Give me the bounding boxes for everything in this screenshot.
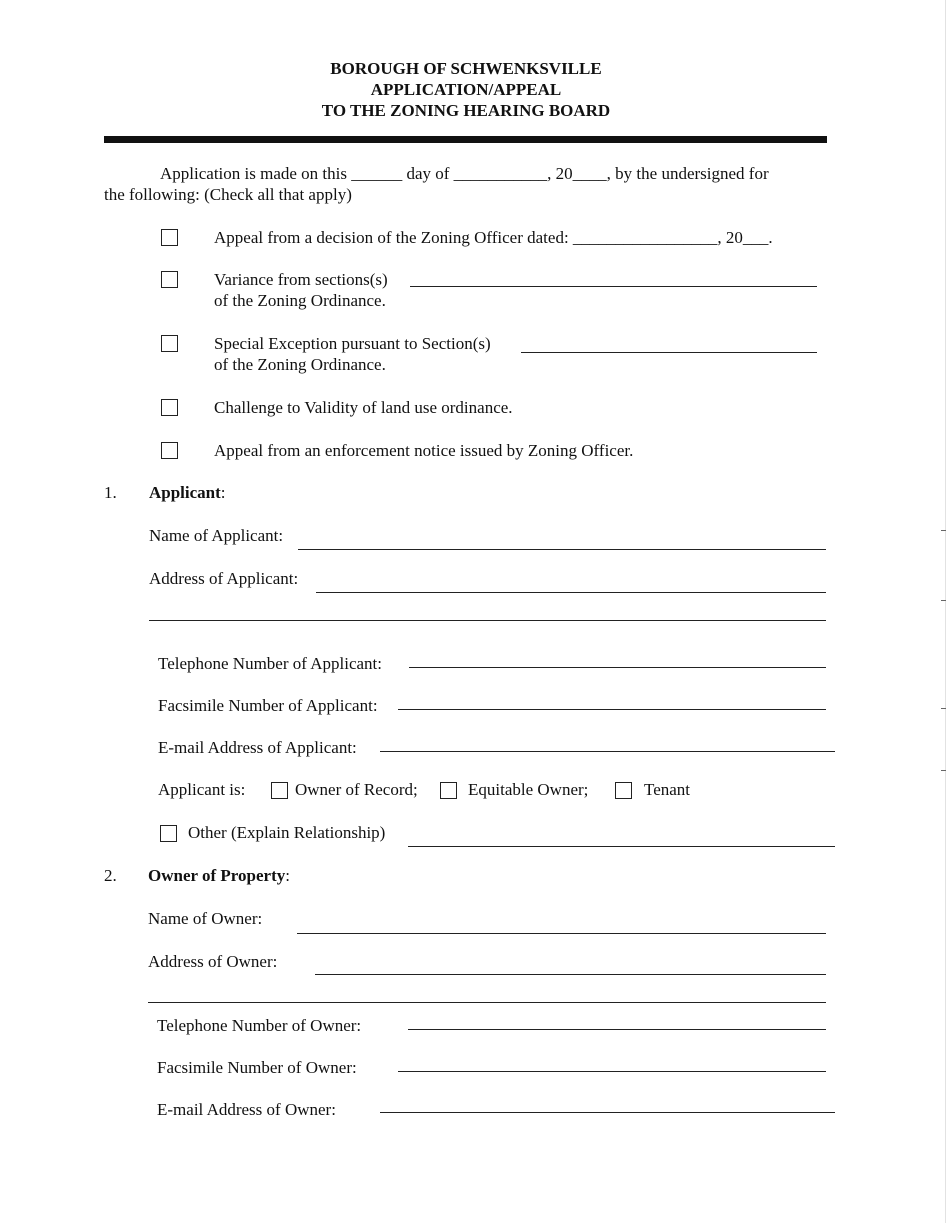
section-2-colon: : <box>285 866 290 885</box>
other-relationship-label: Other (Explain Relationship) <box>188 823 386 842</box>
section-1-heading <box>149 483 226 503</box>
applicant-name-field[interactable] <box>298 549 826 550</box>
applicant-email-field[interactable] <box>380 751 835 752</box>
variance-label: Variance from sections(s) <box>214 270 388 289</box>
applicant-phone-field[interactable] <box>409 667 826 668</box>
enforcement-appeal-label: Appeal from an enforcement notice issued by Zoning Officer. <box>214 441 634 460</box>
section-2-heading <box>148 866 290 886</box>
special-exception-sublabel: of the Zoning Ordinance. <box>214 355 386 374</box>
applicant-name-label: Name of Applicant: <box>149 526 284 545</box>
applicant-address-label: Address of Applicant: <box>149 569 299 588</box>
applicant-email-label: E-mail Address of Applicant: <box>158 738 357 757</box>
applicant-address-field-2[interactable] <box>149 620 826 621</box>
owner-email-field[interactable] <box>380 1112 835 1113</box>
section-2-number: 2. <box>104 866 117 885</box>
applicant-fax-field[interactable] <box>398 709 826 710</box>
tenant-checkbox[interactable] <box>615 782 632 799</box>
other-relationship-field[interactable] <box>408 846 835 847</box>
applicant-address-field[interactable] <box>316 592 826 593</box>
section-2-title: Owner of Property <box>148 866 286 885</box>
header-divider <box>104 136 827 143</box>
owner-address-label: Address of Owner: <box>148 952 278 971</box>
owner-name-label: Name of Owner: <box>148 909 263 928</box>
variance-sections-field[interactable] <box>410 286 817 287</box>
challenge-validity-label: Challenge to Validity of land use ordinance. <box>214 398 513 417</box>
owner-email-label: E-mail Address of Owner: <box>157 1100 336 1119</box>
variance-sublabel: of the Zoning Ordinance. <box>214 291 386 310</box>
applicant-is-label: Applicant is: <box>158 780 246 799</box>
other-relationship-checkbox[interactable] <box>160 825 177 842</box>
appeal-zoning-officer-checkbox[interactable] <box>161 229 178 246</box>
section-1-title: Applicant <box>149 483 221 502</box>
owner-phone-field[interactable] <box>408 1029 826 1030</box>
scan-tick <box>941 530 946 531</box>
challenge-validity-checkbox[interactable] <box>161 399 178 416</box>
scan-edge <box>945 0 946 1223</box>
form-title: APPLICATION/APPEAL <box>370 80 562 99</box>
applicant-fax-label: Facsimile Number of Applicant: <box>158 696 378 715</box>
tenant-label: Tenant <box>644 780 691 799</box>
section-1-number: 1. <box>104 483 117 502</box>
special-exception-sections-field[interactable] <box>521 352 817 353</box>
form-subtitle: TO THE ZONING HEARING BOARD <box>321 101 611 120</box>
special-exception-label: Special Exception pursuant to Section(s) <box>214 334 491 353</box>
enforcement-appeal-checkbox[interactable] <box>161 442 178 459</box>
owner-fax-label: Facsimile Number of Owner: <box>157 1058 357 1077</box>
appeal-zoning-officer-label: Appeal from a decision of the Zoning Officer dated: _________________, 20___. <box>214 228 773 247</box>
owner-address-field[interactable] <box>315 974 826 975</box>
intro-line-1: Application is made on this ______ day of ___________, 20____, by the undersigned for <box>160 164 769 183</box>
borough-title: BOROUGH OF SCHWENKSVILLE <box>330 59 602 78</box>
applicant-phone-label: Telephone Number of Applicant: <box>158 654 382 673</box>
owner-fax-field[interactable] <box>398 1071 826 1072</box>
owner-phone-label: Telephone Number of Owner: <box>157 1016 362 1035</box>
special-exception-checkbox[interactable] <box>161 335 178 352</box>
equitable-owner-checkbox[interactable] <box>440 782 457 799</box>
section-1-colon: : <box>220 483 226 502</box>
scan-tick <box>941 770 946 771</box>
owner-of-record-label: Owner of Record; <box>295 780 418 799</box>
owner-of-record-checkbox[interactable] <box>271 782 288 799</box>
intro-line-2: the following: (Check all that apply) <box>104 185 352 204</box>
equitable-owner-label: Equitable Owner; <box>468 780 589 799</box>
scan-tick <box>941 600 946 601</box>
owner-name-field[interactable] <box>297 933 826 934</box>
variance-checkbox[interactable] <box>161 271 178 288</box>
scan-tick <box>941 708 946 709</box>
owner-address-field-2[interactable] <box>148 1002 826 1003</box>
